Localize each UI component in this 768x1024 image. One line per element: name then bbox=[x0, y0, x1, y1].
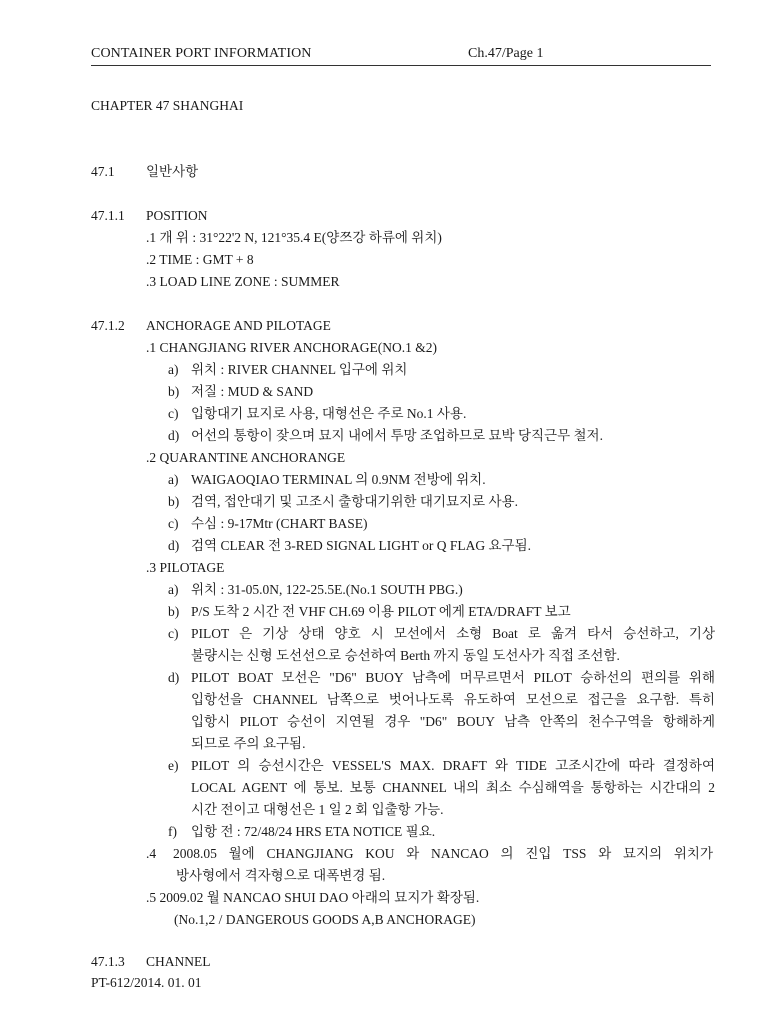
position-item: .1 개 위 : 31°22'2 N, 121°35.4 E(양쯔강 하류에 위치) bbox=[146, 230, 442, 245]
chapter-title: CHAPTER 47 SHANGHAI bbox=[91, 98, 244, 113]
sub-label: b) bbox=[168, 494, 180, 509]
time-item: .2 TIME : GMT + 8 bbox=[146, 252, 254, 267]
section-number: 47.1.3 bbox=[91, 954, 125, 969]
anchorage-expanded-item: .5 2009.02 월 NANCAO SHUI DAO 아래의 묘지가 확장됨. bbox=[146, 890, 480, 905]
load-line-item: .3 LOAD LINE ZONE : SUMMER bbox=[146, 274, 340, 289]
sub-label: c) bbox=[168, 516, 179, 531]
sub-text: 입항대기 묘지로 사용, 대형선은 주로 No.1 사용. bbox=[191, 406, 467, 421]
sub-label: a) bbox=[168, 362, 179, 377]
sub-text: 위치 : RIVER CHANNEL 입구에 위치 bbox=[191, 362, 408, 377]
sub-text: P/S 도착 2 시간 전 VHF CH.69 이용 PILOT 에게 ETA/DRAFT 보고 bbox=[191, 604, 571, 619]
footer-doc-id: PT-612/2014. 01. 01 bbox=[91, 975, 202, 990]
sub-label: e) bbox=[168, 758, 179, 773]
sub-label: b) bbox=[168, 384, 180, 399]
section-title: CHANNEL bbox=[146, 954, 211, 969]
quarantine-item: .2 QUARANTINE ANCHORANGE bbox=[146, 450, 346, 465]
sub-text-cont: 되므로 주의 요구됨. bbox=[191, 736, 306, 751]
tss-item-text: 2008.05 월에 CHANGJIANG KOU 와 NANCAO 의 진입 TSS 와 묘지의 위치가 bbox=[173, 846, 713, 861]
sub-text: 수심 : 9-17Mtr (CHART BASE) bbox=[191, 516, 368, 531]
section-number: 47.1 bbox=[91, 164, 115, 179]
sub-text: PILOT 의 승선시간은 VESSEL'S MAX. DRAFT 와 TIDE 고조시간에 따라 결정하여 bbox=[191, 758, 715, 773]
header-title: CONTAINER PORT INFORMATION bbox=[91, 46, 312, 61]
sub-text-cont: 입항시 PILOT 승선이 지연될 경우 "D6" BOUY 남측 안쪽의 천수구역을 항해하게 bbox=[191, 714, 715, 729]
section-number: 47.1.2 bbox=[91, 318, 125, 333]
pilotage-item: .3 PILOTAGE bbox=[146, 560, 225, 575]
section-title: ANCHORAGE AND PILOTAGE bbox=[146, 318, 331, 333]
sub-text: 입항 전 : 72/48/24 HRS ETA NOTICE 필요. bbox=[191, 824, 436, 839]
sub-text: WAIGAOQIAO TERMINAL 의 0.9NM 전방에 위치. bbox=[191, 472, 486, 487]
sub-label: c) bbox=[168, 406, 179, 421]
sub-label: a) bbox=[168, 472, 179, 487]
header-page-number: Ch.47/Page 1 bbox=[468, 46, 544, 61]
sub-text-cont: 입항선을 CHANNEL 남쪽으로 벗어나도록 유도하여 모선으로 접근을 요구함. 특히 bbox=[191, 692, 715, 707]
tss-item-number: .4 bbox=[146, 846, 157, 861]
sub-text: 검역 CLEAR 전 3-RED SIGNAL LIGHT or Q FLAG 요구됨. bbox=[191, 538, 531, 553]
header-rule bbox=[91, 65, 711, 66]
sub-text: 검역, 접안대기 및 고조시 출항대기위한 대기묘지로 사용. bbox=[191, 494, 518, 509]
anchorage-expanded-cont: (No.1,2 / DANGEROUS GOODS A,B ANCHORAGE) bbox=[174, 912, 476, 927]
sub-label: d) bbox=[168, 428, 180, 443]
sub-label: b) bbox=[168, 604, 180, 619]
sub-text: PILOT BOAT 모선은 "D6" BUOY 남측에 머무르면서 PILOT 승하선의 편의를 위해 bbox=[191, 670, 715, 685]
sub-text-cont: 불량시는 신형 도선선으로 승선하여 Berth 까지 동일 도선사가 직접 조선함. bbox=[191, 648, 620, 663]
section-title: 일반사항 bbox=[146, 164, 199, 179]
sub-label: a) bbox=[168, 582, 179, 597]
sub-label: d) bbox=[168, 670, 180, 685]
section-title: POSITION bbox=[146, 208, 208, 223]
sub-label: c) bbox=[168, 626, 179, 641]
tss-item-cont: 방사형에서 격자형으로 대폭변경 됨. bbox=[176, 868, 386, 883]
sub-text: PILOT 은 기상 상태 양호 시 모선에서 소형 Boat 로 옮겨 타서 승선하고, 기상 bbox=[191, 626, 715, 641]
sub-text-cont: 시간 전이고 대형선은 1 일 2 회 입출항 가능. bbox=[191, 802, 444, 817]
anchorage-item: .1 CHANGJIANG RIVER ANCHORAGE(NO.1 &2) bbox=[146, 340, 437, 355]
sub-label: f) bbox=[168, 824, 177, 839]
sub-text: 위치 : 31-05.0N, 122-25.5E.(No.1 SOUTH PBG.) bbox=[191, 582, 463, 597]
sub-text: 저질 : MUD & SAND bbox=[191, 384, 314, 399]
sub-text-cont: LOCAL AGENT 에 통보. 보통 CHANNEL 내의 최소 수심해역을 통항하는 시간대의 2 bbox=[191, 780, 715, 795]
section-number: 47.1.1 bbox=[91, 208, 125, 223]
sub-label: d) bbox=[168, 538, 180, 553]
sub-text: 어선의 통항이 잦으며 묘지 내에서 투망 조업하므로 묘박 당직근무 철저. bbox=[191, 428, 603, 443]
